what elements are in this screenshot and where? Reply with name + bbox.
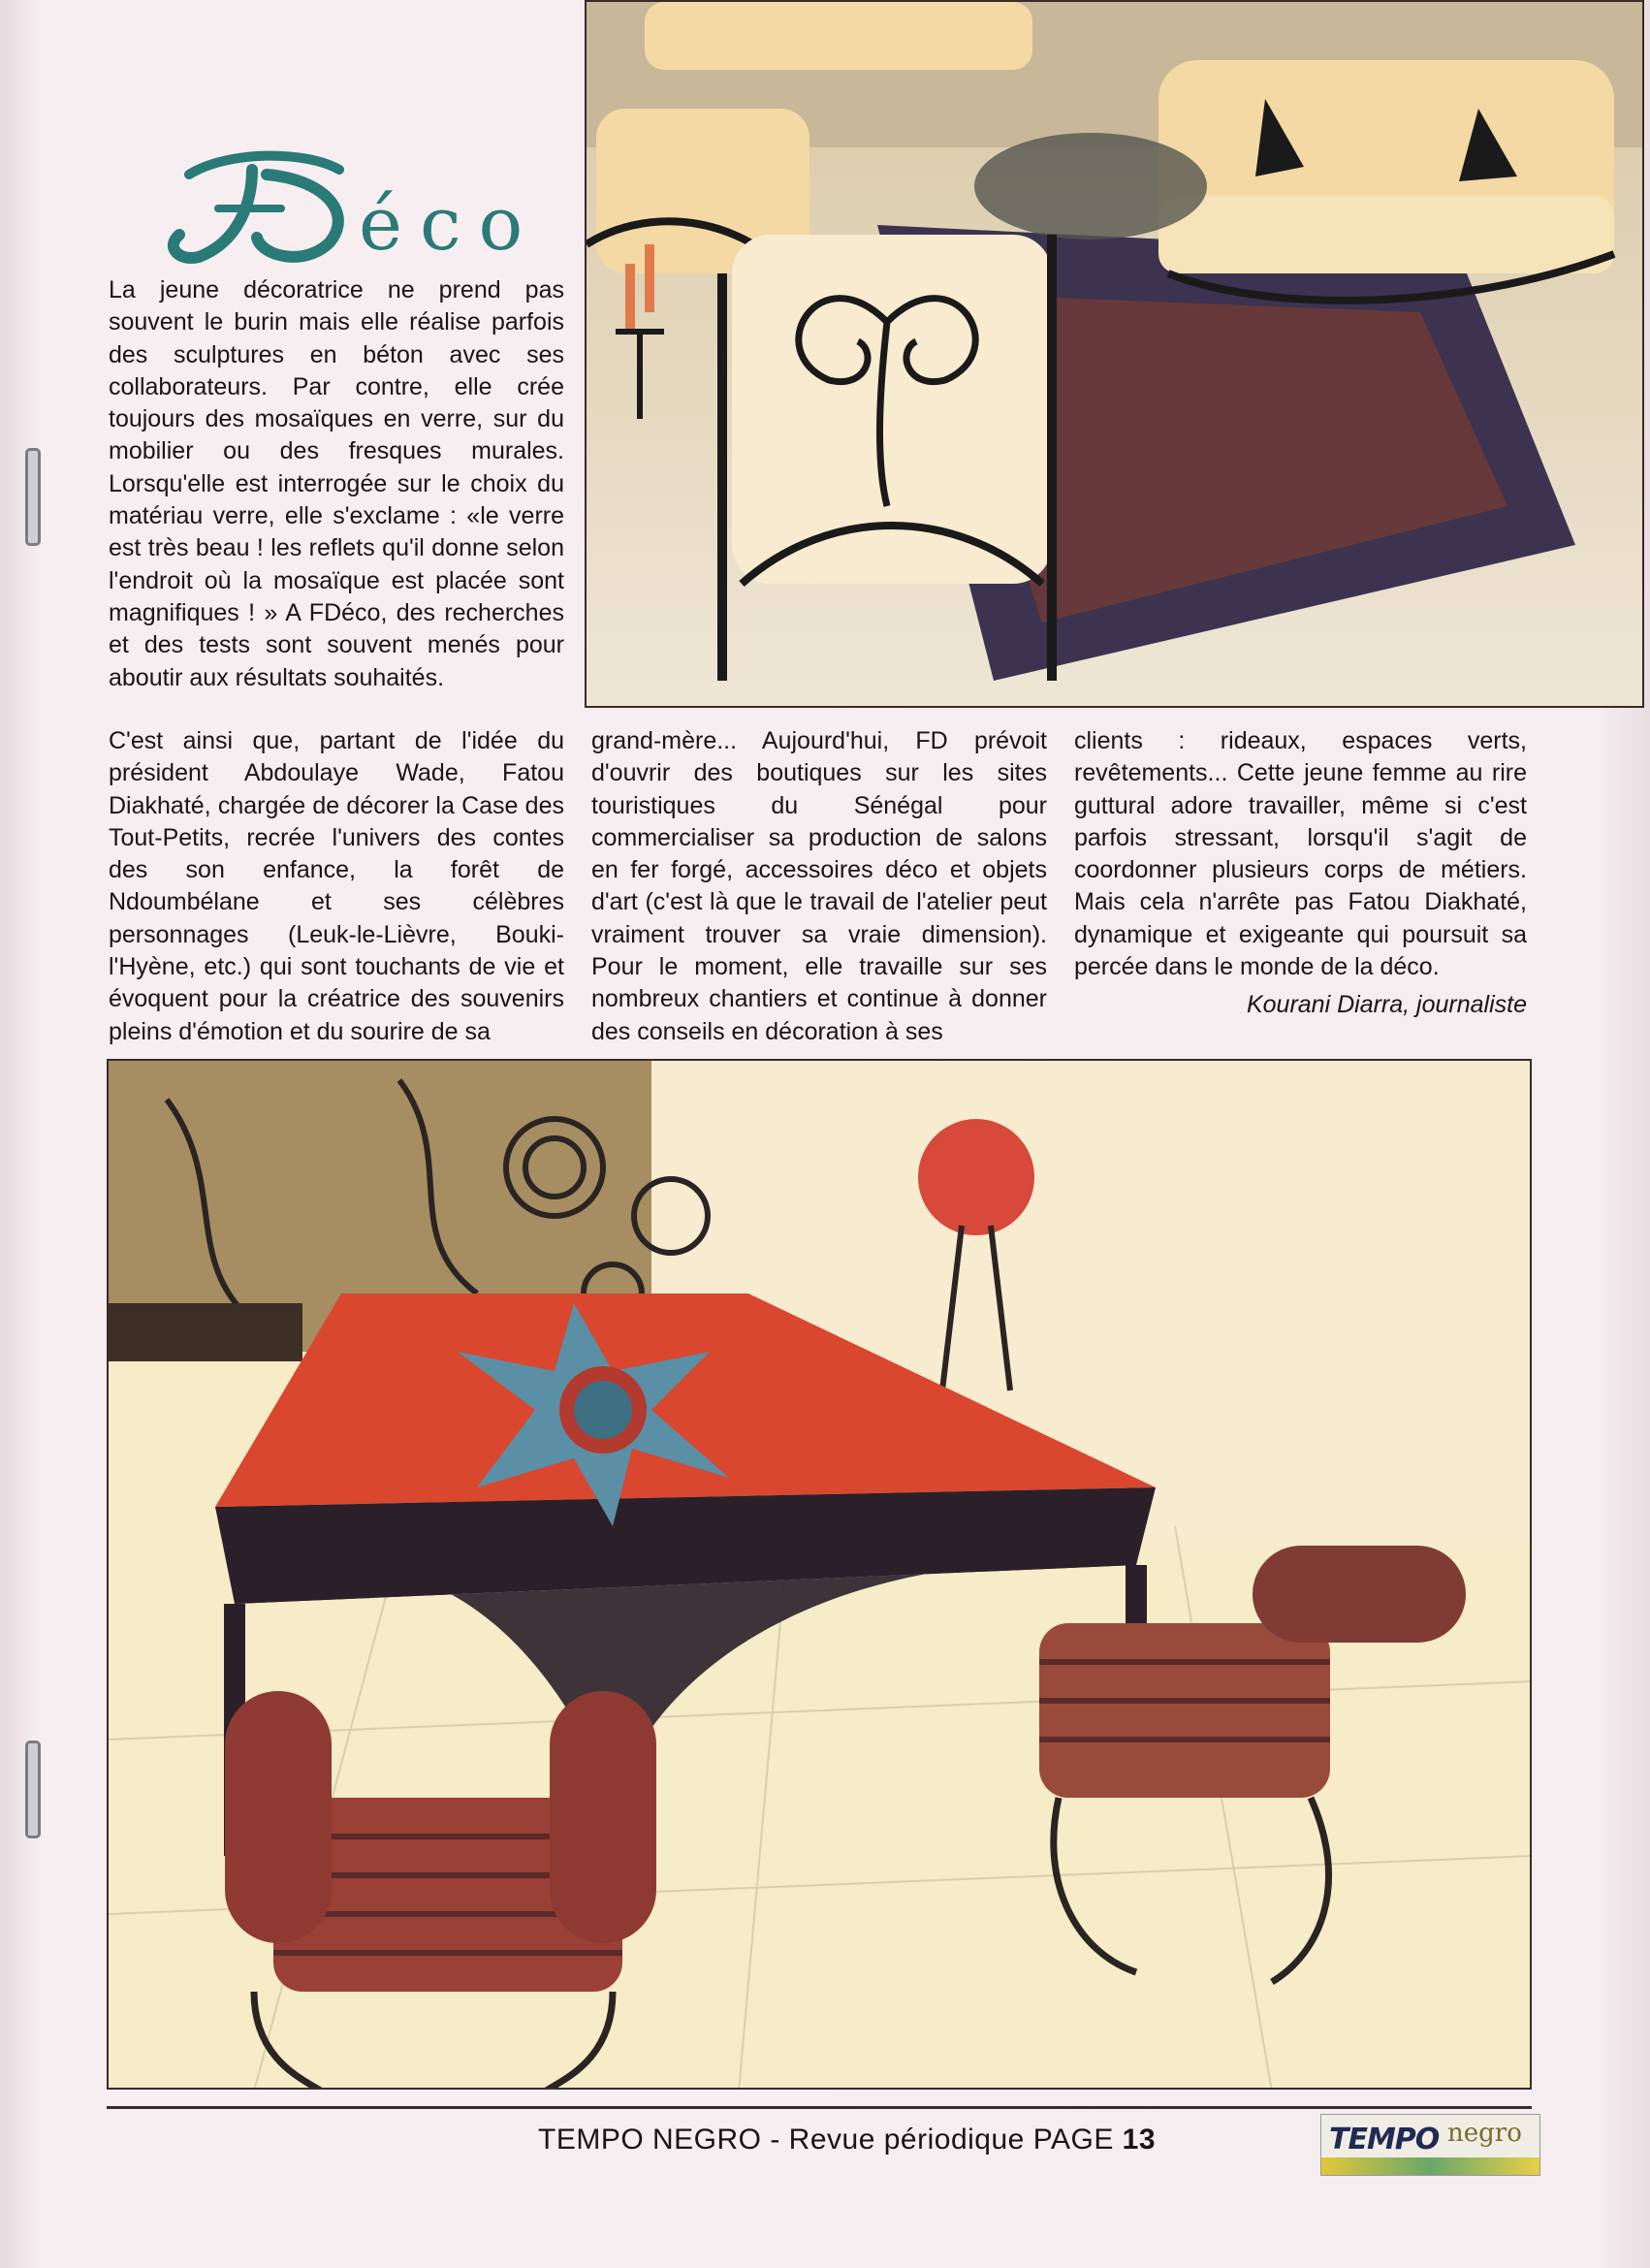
logo-band xyxy=(1321,2157,1539,2175)
heading-word: éco xyxy=(359,180,541,267)
fd-monogram-logo xyxy=(160,145,364,272)
logo-sub: negro xyxy=(1447,2119,1522,2148)
publication-name: TEMPO NEGRO - Revue périodique xyxy=(538,2124,1025,2156)
section-heading xyxy=(160,145,567,272)
intro-column xyxy=(109,274,564,694)
body-paragraph: grand-mère... Aujourd'hui, FD prévoit d'ouvrir des boutiques sur les sites touristiques du Sénégal pour commercialiser sa production de salons en fer forgé, accessoires déco et objets d'art (c'est là que le travail de l'atelier peut vraiment trouver sa vraie dimension). Pour le moment, elle travaille sur ses nombreux chantiers et continue à donner des conseils en décoration à ses xyxy=(591,727,1047,1045)
logo-text: TEMPO xyxy=(1329,2123,1440,2156)
footer-text xyxy=(538,2124,1156,2156)
footer-rule xyxy=(107,2106,1532,2109)
text-column-1 xyxy=(109,725,564,1048)
page-number: 13 xyxy=(1122,2124,1157,2156)
photo-mosaic-table xyxy=(107,1059,1532,2090)
body-paragraph: C'est ainsi que, partant de l'idée du président Abdoulaye Wade, Fatou Diakhaté, chargée de décorer la Case des Tout-Petits, recrée l'univers des contes des son enfance, la forêt de Ndoumbélane et ses célèbres personnages (Leuk-le-Lièvre, Bouki-l'Hyène, etc.) qui sont touchants de vie et évoquent pour la créatrice des souvenirs pleins d'émotion et du sourire de sa xyxy=(109,727,564,1045)
tempo-negro-logo xyxy=(1320,2114,1540,2176)
body-paragraph: clients : rideaux, espaces verts, revêtements... Cette jeune femme au rire guttural adore travailler, même si c'est parfois stressant, lorsqu'il s'agit de coordonner plusieurs corps de métiers. Mais cela n'arrête pas Fatou Diakhaté, dynamique et exigeante qui poursuit sa percée dans le monde de la déco. xyxy=(1074,727,1527,981)
page-label: PAGE xyxy=(1032,2124,1114,2156)
staple xyxy=(25,448,41,546)
text-column-3 xyxy=(1074,725,1527,1022)
staple xyxy=(25,1741,41,1838)
text-column-2 xyxy=(591,725,1047,1048)
intro-paragraph: La jeune décoratrice ne prend pas souvent le burin mais elle réalise parfois des sculptures en béton avec ses collaborateurs. Par contre, elle crée toujours des mosaïques en verre, sur du mobilier ou des fresques murales. Lorsqu'elle est interrogée sur le choix du matériau verre, elle s'exclame : «le verre est très beau ! les reflets qu'il donne selon l'endroit où la mosaïque est placée sont magnifiques ! » A FDéco, des recherches et des tests sont souvent menés pour aboutir aux résultats souhaités. xyxy=(109,276,564,691)
photo-living-room xyxy=(585,0,1644,708)
author-byline: Kourani Diarra, journaliste xyxy=(1246,991,1527,1019)
